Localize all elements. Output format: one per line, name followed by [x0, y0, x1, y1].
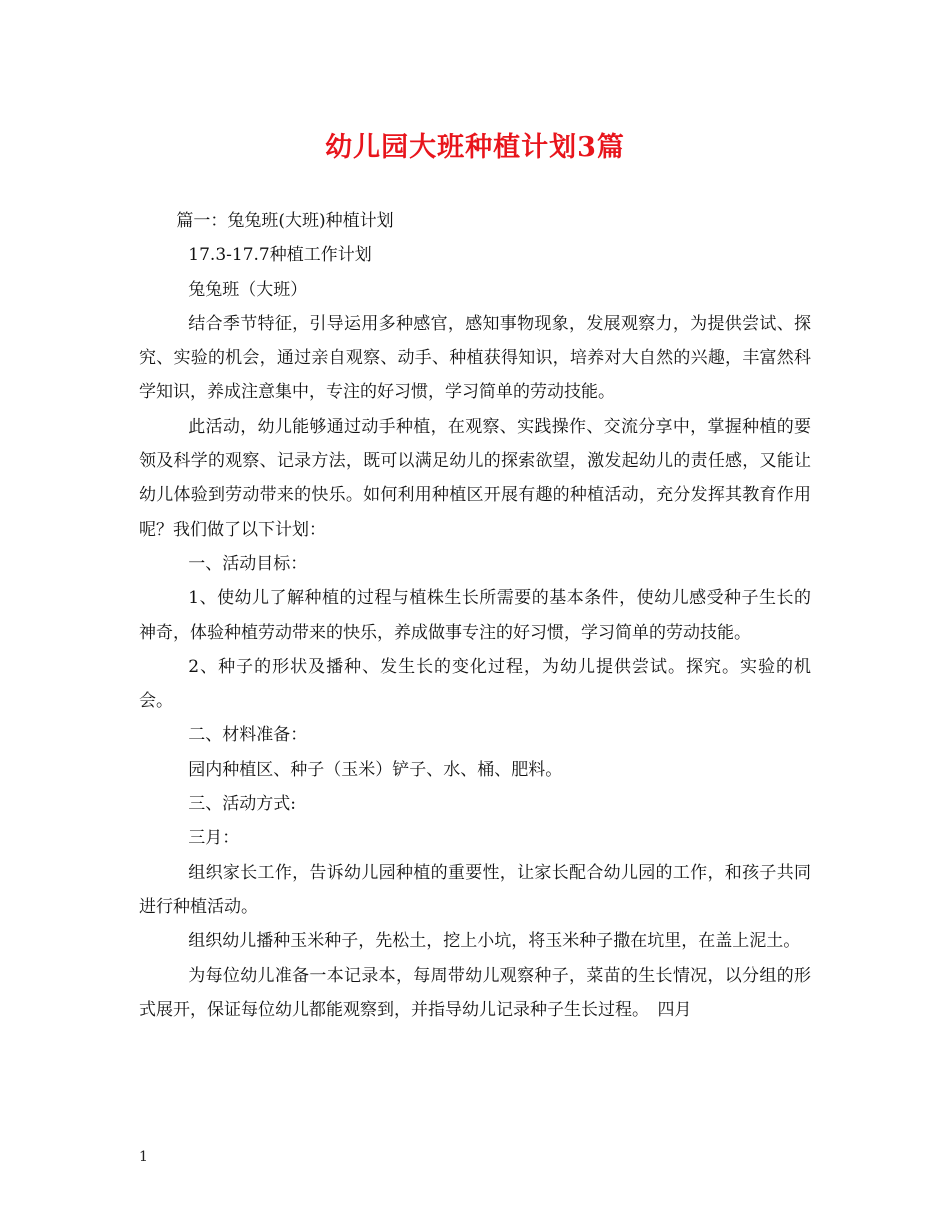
paragraph: 组织幼儿播种玉米种子，先松土，挖上小坑，将玉米种子撒在坑里，在盖上泥土。: [188, 931, 801, 952]
document-body: [139, 204, 811, 1027]
paragraph: 三月：: [188, 828, 240, 849]
paragraph: 三、活动方式:: [188, 794, 297, 815]
paragraph: 17.3-17.7种植工作计划: [188, 245, 372, 266]
paragraph: 结合季节特征，引导运用多种感官，感知事物现象，发展观察力，为提供尝试、探究、实验的机会，通过亲自观察、动手、种植获得知识，培养对大自然的兴趣，丰富然科学知识，养成注意集中，专注的好习惯，学习简单的劳动技能。: [139, 313, 811, 403]
paragraph: 兔兔班（大班）: [188, 279, 308, 300]
paragraph: 此活动，幼儿能够通过动手种植，在观察、实践操作、交流分享中，掌握种植的要领及科学的观察、记录方法，既可以满足幼儿的探索欲望，激发起幼儿的责任感，又能让幼儿体验到劳动带来的快乐。如何利用种植区开展有趣的种植活动，充分发挥其教育作用呢？我们做了以下计划：: [139, 416, 811, 540]
paragraph: 园内种植区、种子（玉米）铲子、水、桶、肥料。: [188, 759, 563, 780]
paragraph: 2、种子的形状及播种、发生长的变化过程，为幼儿提供尝试。探究。实验的机会。: [139, 656, 811, 712]
paragraph: 为每位幼儿准备一本记录本，每周带幼儿观察种子，菜苗的生长情况，以分组的形式展开，保证每位幼儿都能观察到，并指导幼儿记录种子生长过程。 四月: [139, 965, 811, 1020]
paragraph: 二、材料准备：: [188, 725, 308, 746]
document-title: 幼儿园大班种植计划3篇: [325, 132, 625, 163]
paragraph: 组织家长工作，告诉幼儿园种植的重要性，让家长配合幼儿园的工作，和孩子共同进行种植活动。: [139, 862, 811, 917]
page-number: 1: [139, 1149, 148, 1165]
paragraph: 一、活动目标：: [188, 553, 308, 574]
paragraph: 1、使幼儿了解种植的过程与植株生长所需要的基本条件，使幼儿感受种子生长的神奇，体验种植劳动带来的快乐，养成做事专注的好习惯，学习简单的劳动技能。: [139, 588, 811, 643]
section-heading: 篇一：兔兔班(大班)种植计划: [176, 211, 394, 231]
